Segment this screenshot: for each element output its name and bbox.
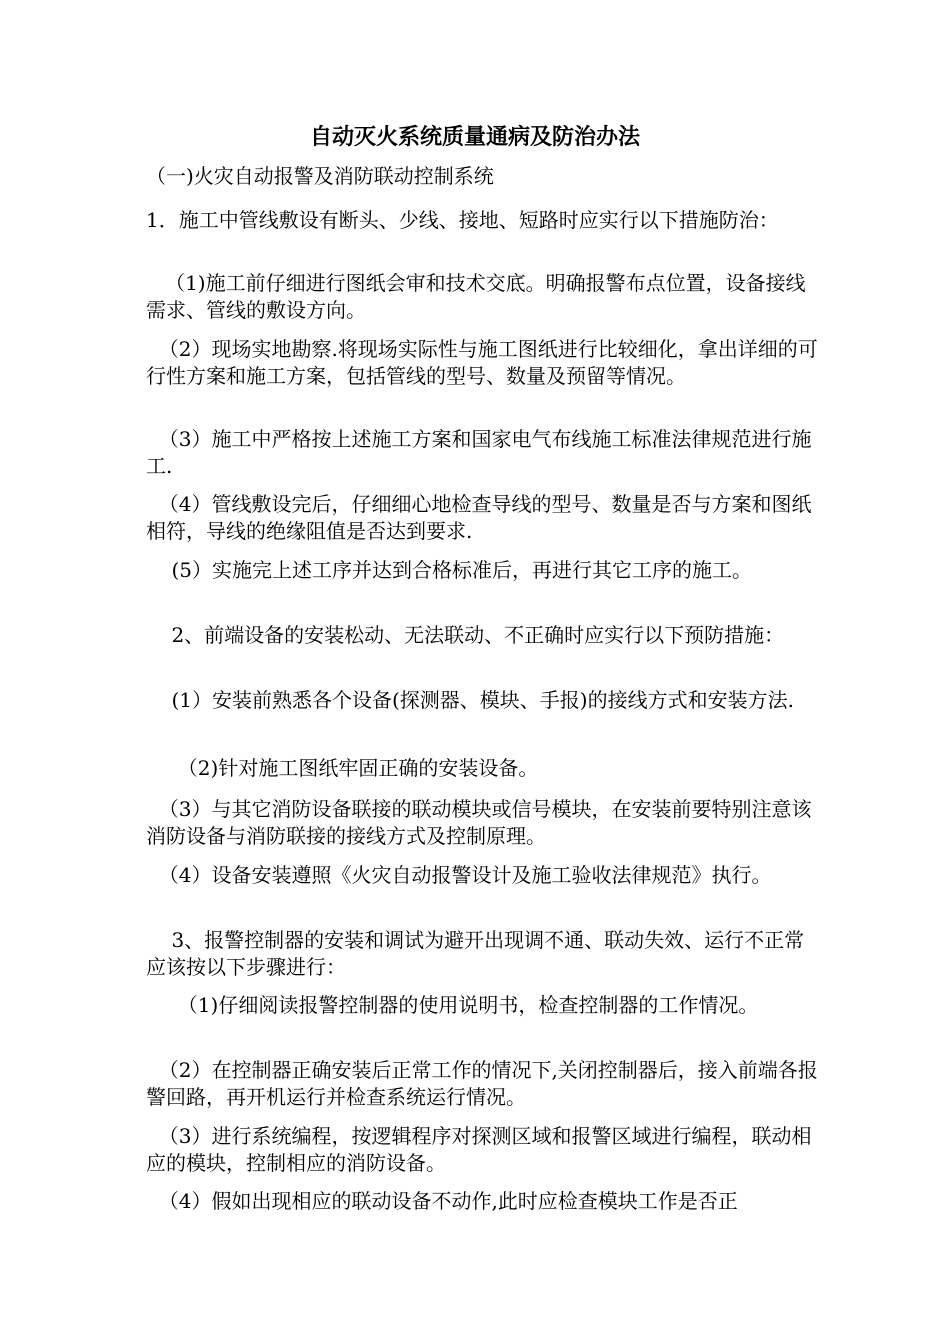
section-heading: （一)火灾自动报警及消防联动控制系统	[146, 164, 494, 188]
paragraph: （4）假如出现相应的联动设备不动作,此时应检查模块工作是否正	[146, 1189, 738, 1213]
paragraph: 1．施工中管线敷设有断头、少线、接地、短路时应实行以下措施防治：	[146, 208, 779, 232]
paragraph: （2）在控制器正确安装后正常工作的情况下,关闭控制器后，接入前端各报警回路，再开机运行并检查系统运行情况。	[146, 1058, 818, 1109]
document-title: 自动灭火系统质量通病及防治办法	[309, 124, 640, 150]
paragraph: (1）安装前熟悉各个设备(探测器、模块、手报)的接线方式和安装方法.	[146, 688, 794, 712]
paragraph: （4）管线敷设完后，仔细细心地检查导线的型号、数量是否与方案和图纸相符，导线的绝缘阻值是否达到要求.	[146, 492, 812, 543]
paragraph: （2)针对施工图纸牢固正确的安装设备。	[146, 756, 539, 780]
paragraph: （1)施工前仔细进行图纸会审和技术交底。明确报警布点位置，设备接线需求、管线的敷设方向。	[146, 271, 806, 322]
paragraph: （3）进行系统编程，按逻辑程序对探测区域和报警区域进行编程，联动相应的模块，控制相应的消防设备。	[146, 1124, 812, 1175]
paragraph: 3、报警控制器的安装和调试为避开出现调不通、联动失效、运行不正常应该按以下步骤进行：	[146, 928, 805, 979]
paragraph: （3）与其它消防设备联接的联动模块或信号模块，在安装前要特别注意该消防设备与消防联接的接线方式及控制原理。	[146, 797, 812, 848]
paragraph: （4）设备安装遵照《火灾自动报警设计及施工验收法律规范》执行。	[146, 863, 772, 887]
paragraph: (5）实施完上述工序并达到合格标准后，再进行其它工序的施工。	[146, 558, 752, 582]
paragraph: 2、前端设备的安装松动、无法联动、不正确时应实行以下预防措施：	[146, 623, 785, 647]
paragraph: （3）施工中严格按上述施工方案和国家电气布线施工标准法律规范进行施工.	[146, 427, 812, 478]
paragraph: （1)仔细阅读报警控制器的使用说明书，检查控制器的工作情况。	[146, 993, 759, 1017]
paragraph: （2）现场实地勘察.将现场实际性与施工图纸进行比较细化，拿出详细的可行性方案和施工方案，包括管线的型号、数量及预留等情况。	[146, 337, 818, 388]
